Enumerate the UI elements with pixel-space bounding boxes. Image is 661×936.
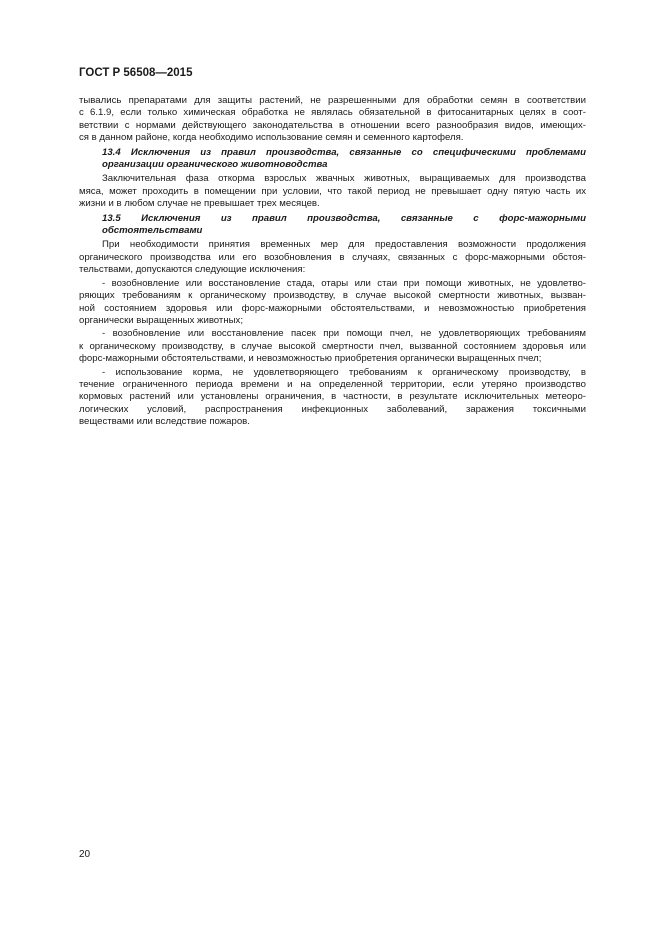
text-line: органически выращенных животных; bbox=[79, 314, 243, 326]
text-line: ся в данном районе, когда необходимо использование семян и семенного картофеля. bbox=[79, 132, 464, 144]
text-line: Заключительная фаза откорма взрослых жвачных животных, выращиваемых для производства bbox=[102, 173, 586, 185]
text-line: - возобновление или восстановление пасек при помощи пчел, не удовлетворяющих требованиям bbox=[102, 328, 586, 340]
paragraph bbox=[79, 278, 586, 328]
paragraph bbox=[79, 239, 586, 276]
text-line: обстоятельствами bbox=[102, 225, 203, 237]
text-line: веществами или вследствие пожаров. bbox=[79, 416, 250, 428]
document-body bbox=[79, 95, 586, 430]
text-line: форс-мажорными обстоятельствами, и невозможностью приобретения органически выращенных пчел; bbox=[79, 353, 542, 365]
text-line: мяса, может проходить в помещении при условии, что такой период не превышает одну пятую часть их bbox=[79, 185, 586, 197]
text-line: При необходимости принятия временных мер для предоставления возможности продолжения bbox=[102, 239, 586, 251]
paragraph bbox=[79, 173, 586, 210]
text-line: ряющих требованиям к органическому производству, в случае высокой смертности животных, вызван- bbox=[79, 290, 586, 302]
text-line: организации органического животноводства bbox=[102, 159, 328, 171]
text-line: ветствии с нормами действующего законодательства в отношении всего разнообразия видов, имеющих- bbox=[79, 119, 586, 131]
text-line: - возобновление или восстановление стада, отары или стаи при помощи животных, не удовлетво- bbox=[102, 277, 586, 289]
paragraph bbox=[79, 95, 586, 145]
paragraph bbox=[79, 367, 586, 429]
text-line: - использование корма, не удовлетворяющего требованиям к органическому производству, в bbox=[102, 366, 586, 378]
document-header: ГОСТ Р 56508—2015 bbox=[79, 67, 193, 79]
text-line: 13.5 Исключения из правил производства, связанные с форс-мажорными bbox=[102, 212, 586, 224]
text-line: тельствами, допускаются следующие исключения: bbox=[79, 264, 306, 276]
text-line: 13.4 Исключения из правил производства, связанные со специфическими проблемами bbox=[102, 146, 586, 158]
text-line: к органическому производству, в случае высокой смертности пчел, вызванной состоянием здоровья или bbox=[79, 340, 586, 352]
text-line: органического производства или его возобновления в случаях, связанных с форс-мажорными обстоя- bbox=[79, 251, 586, 263]
text-line: жизни и в любом случае не превышает трех месяцев. bbox=[79, 198, 320, 210]
paragraph bbox=[79, 328, 586, 365]
text-line: течение ограниченного периода времени и на определенной территории, если утеряно производство bbox=[79, 378, 586, 390]
text-line: с 6.1.9, если только химическая обработка не являлась обязательной в фитосанитарных целях в соот- bbox=[79, 107, 586, 119]
section-heading bbox=[79, 147, 586, 172]
text-line: логических условий, распространения инфекционных заболеваний, заражения токсичными bbox=[79, 403, 586, 415]
page-number: 20 bbox=[79, 849, 91, 860]
text-line: ной состоянием здоровья или форс-мажорными обстоятельствами, и невозможностью приобретения bbox=[79, 302, 586, 314]
text-line: тывались препаратами для защиты растений, не разрешенными для обработки семян в соответствии bbox=[79, 95, 586, 106]
section-heading bbox=[79, 213, 586, 238]
text-line: кормовых растений или установлены ограничения, в частности, в результате исключительных метеоро- bbox=[79, 391, 586, 403]
